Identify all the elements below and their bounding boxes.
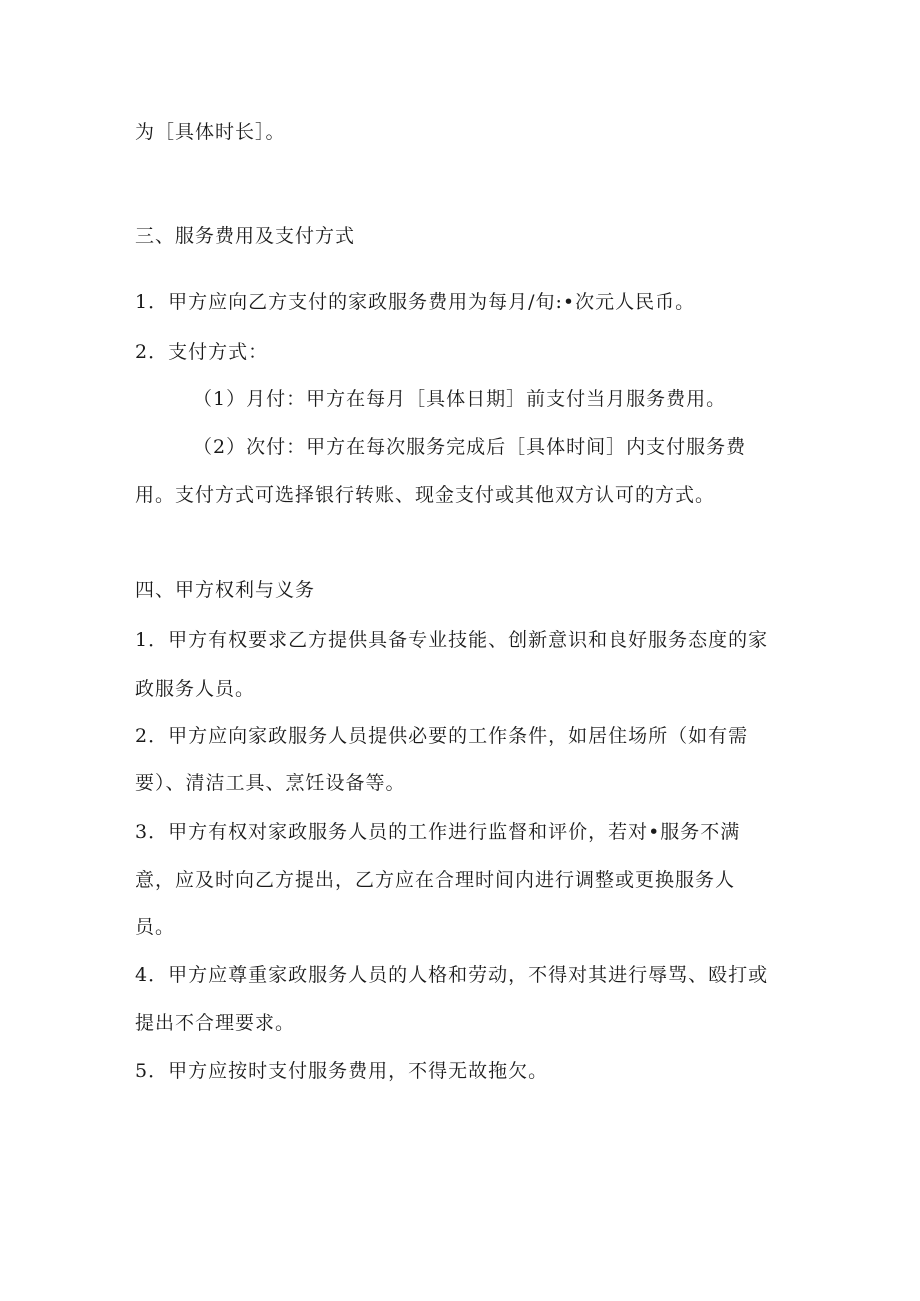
clause-fees-1: 1．甲方应向乙方支付的家政服务费用为每月/旬:•次元人民币。 <box>135 291 696 313</box>
clause-party-a-2-cont: 要）、清洁工具、烹饪设备等。 <box>135 772 406 794</box>
clause-party-a-3-cont: 意，应及时向乙方提出，乙方应在合理时间内进行调整或更换服务人 <box>135 869 736 891</box>
clause-party-a-1: 1．甲方有权要求乙方提供具备专业技能、创新意识和良好服务态度的家 <box>135 629 769 651</box>
clause-party-a-4: 4．甲方应尊重家政服务人员的人格和劳动，不得对其进行辱骂、殴打或 <box>135 964 769 986</box>
clause-fees-2-per-visit: （2）次付：甲方在每次服务完成后［具体时间］内支付服务费 <box>193 436 747 458</box>
clause-party-a-3-end: 员。 <box>135 916 176 938</box>
clause-party-a-1-cont: 政服务人员。 <box>135 678 256 700</box>
section-heading-party-a: 四、甲方权利与义务 <box>135 579 316 601</box>
clause-fees-2-monthly: （1）月付：甲方在每月［具体日期］前支付当月服务费用。 <box>193 388 727 410</box>
clause-fees-2-methods: 用。支付方式可选择银行转账、现金支付或其他双方认可的方式。 <box>135 484 716 506</box>
text-line-duration-end: 为［具体时长］。 <box>135 121 286 143</box>
clause-party-a-3: 3．甲方有权对家政服务人员的工作进行监督和评价，若对•服务不满 <box>135 821 741 843</box>
clause-fees-2: 2．支付方式： <box>135 341 269 363</box>
clause-party-a-5: 5．甲方应按时支付服务费用，不得无故拖欠。 <box>135 1060 549 1082</box>
clause-party-a-4-cont: 提出不合理要求。 <box>135 1012 296 1034</box>
section-heading-fees: 三、服务费用及支付方式 <box>135 225 356 247</box>
clause-party-a-2: 2．甲方应向家政服务人员提供必要的工作条件，如居住场所（如有需 <box>135 725 749 747</box>
